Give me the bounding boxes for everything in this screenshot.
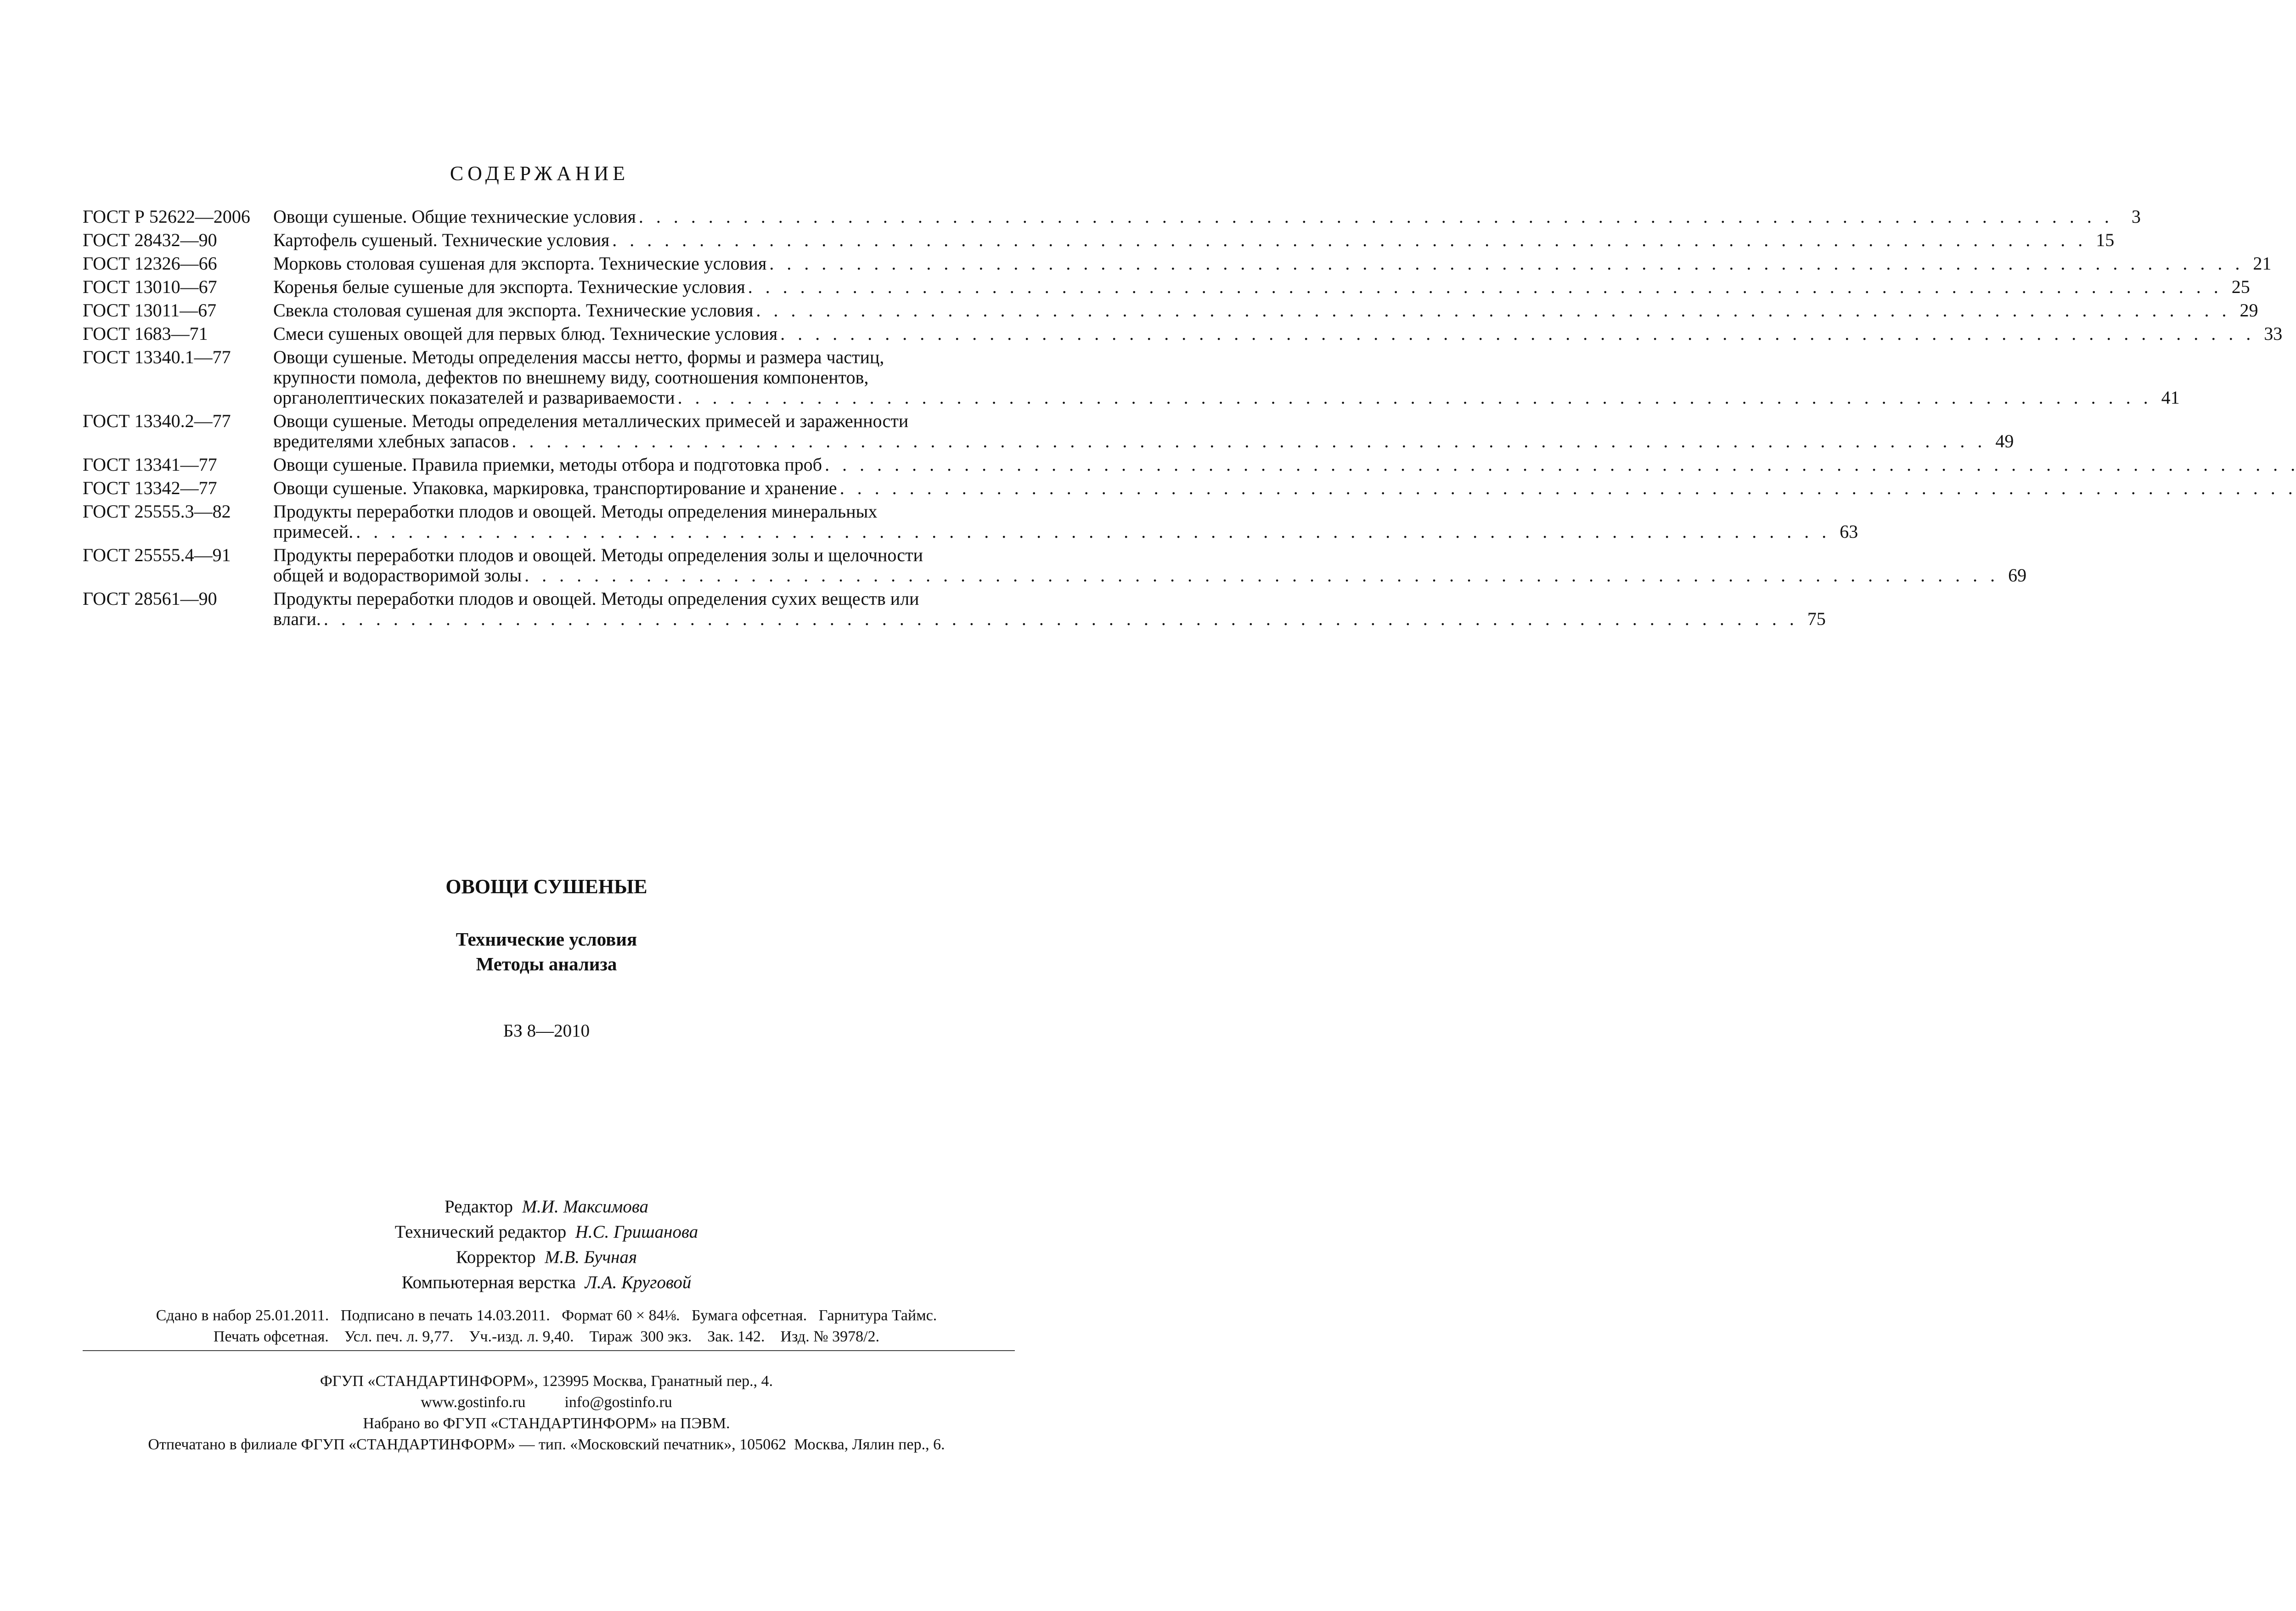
toc-page-number: 41 — [2161, 387, 2180, 408]
toc-entry-body — [273, 277, 2250, 297]
toc-title-last-line — [273, 565, 2026, 586]
email-link[interactable]: info@gostinfo.ru — [564, 1394, 672, 1411]
toc-title-line: Овощи сушеные. Упаковка, маркировка, транспортирование и хранение — [273, 478, 837, 498]
toc-title-last-line — [273, 324, 2282, 344]
toc-standard-code: ГОСТ 25555.3—82 — [83, 501, 231, 522]
toc-title-last-line — [273, 230, 2114, 250]
toc-title-line: вредителями хлебных запасов — [273, 431, 509, 451]
toc-title-last-line — [273, 207, 2141, 227]
toc-standard-code: ГОСТ 13341—77 — [83, 454, 217, 475]
toc-entry-body — [273, 347, 2180, 408]
toc-title-line: органолептических показателей и развариваемости — [273, 387, 675, 408]
toc-title-last-line — [273, 253, 2271, 274]
toc-title-line: Смеси сушеных овощей для первых блюд. Технические условия — [273, 323, 778, 344]
toc-dot-leader — [678, 388, 2152, 408]
toc-row — [83, 276, 2250, 297]
toc-row — [83, 230, 2115, 250]
toc-standard-code: ГОСТ 13342—77 — [83, 478, 217, 498]
credit-role: Технический редактор — [394, 1222, 567, 1242]
toc-page-number: 49 — [1995, 431, 2014, 451]
toc-title-last-line — [273, 388, 2180, 408]
credit-role: Корректор — [456, 1247, 536, 1267]
credit-layout — [0, 1270, 1093, 1295]
toc-title-line: Морковь столовая сушеная для экспорта. Технические условия — [273, 253, 767, 274]
toc-entry-body — [273, 230, 2114, 250]
toc-standard-code: ГОСТ 13340.1—77 — [83, 347, 231, 367]
toc-dot-leader — [840, 478, 2296, 498]
toc-title-line: крупности помола, дефектов по внешнему виду, соотношения компонентов, — [273, 367, 869, 388]
credit-person: М.И. Максимова — [522, 1197, 649, 1217]
toc-standard-code: ГОСТ 28561—90 — [83, 588, 217, 609]
credits — [0, 1194, 1093, 1295]
toc-standard-code: ГОСТ 1683—71 — [83, 323, 208, 344]
toc-standard-code: ГОСТ 13340.2—77 — [83, 411, 231, 431]
publisher-printed: Отпечатано в филиале ФГУП «СТАНДАРТИНФОРМ» — тип. «Московский печатник», 105062 Москва, Лялин пер., 6. — [148, 1436, 945, 1453]
registration-code: БЗ 8—2010 — [503, 1021, 590, 1041]
toc-row — [83, 545, 2027, 586]
toc-title-last-line — [273, 522, 1858, 542]
toc-title-line: Продукты переработки плодов и овощей. Методы определения минеральных — [273, 501, 878, 522]
toc-page-number: 33 — [2264, 323, 2283, 344]
toc-entry-body — [273, 589, 1826, 629]
toc-row — [83, 501, 1858, 542]
toc-row — [83, 411, 2014, 451]
toc-dot-leader — [825, 455, 2296, 475]
toc-dot-leader — [612, 230, 2087, 250]
toc-row — [83, 478, 1015, 498]
toc-entry-body — [273, 501, 1858, 542]
subtitle-analysis-methods: Методы анализа — [476, 953, 617, 974]
credit-corrector — [0, 1245, 1093, 1270]
toc-title-last-line — [273, 609, 1826, 629]
toc-title-line: Коренья белые сушеные для экспорта. Технические условия — [273, 276, 745, 297]
toc-title-line: примесей. — [273, 521, 354, 542]
toc-title-last-line — [273, 455, 2296, 475]
toc-row — [83, 455, 1015, 475]
toc-title-line: Овощи сушеные. Методы определения металлических примесей и зараженности — [273, 411, 909, 431]
imprint-line: Печать офсетная. Усл. печ. л. 9,77. Уч.-изд. л. 9,40. Тираж 300 экз. Зак. 142. Изд. № 3978/2. — [213, 1328, 880, 1345]
toc-title-line: Продукты переработки плодов и овощей. Методы определения сухих веществ или — [273, 588, 919, 609]
toc-title-last-line — [273, 277, 2250, 297]
publisher-info — [0, 1371, 1093, 1455]
toc-title-line: Картофель сушеный. Технические условия — [273, 230, 610, 250]
toc-dot-leader — [356, 522, 1830, 542]
toc-entry-body — [273, 253, 2271, 274]
toc-page-number: 21 — [2253, 253, 2272, 274]
toc-dot-leader — [639, 207, 2113, 227]
imprint-line: Сдано в набор 25.01.2011. Подписано в печать 14.03.2011. Формат 60 × 84⅛. Бумага офсетная. Гарнитура Таймс. — [156, 1307, 937, 1324]
toc-entry-body — [273, 478, 2296, 498]
toc-standard-code: ГОСТ 28432—90 — [83, 230, 217, 250]
toc-title-line: Продукты переработки плодов и овощей. Методы определения золы и щелочности — [273, 545, 923, 565]
toc-title-line: влаги. — [273, 608, 321, 629]
credit-editor — [0, 1194, 1093, 1219]
toc-standard-code: ГОСТ 12326—66 — [83, 253, 217, 274]
toc-row — [83, 253, 2272, 274]
main-title: ОВОЩИ СУШЕНЫЕ — [445, 875, 647, 898]
toc-row — [83, 206, 2141, 227]
toc-title-line: Свекла столовая сушеная для экспорта. Технические условия — [273, 300, 754, 321]
imprint — [0, 1305, 1093, 1347]
toc-page-number: 25 — [2231, 276, 2250, 297]
toc-dot-leader — [524, 565, 1999, 586]
toc-entry-body — [273, 207, 2141, 227]
toc-entry-body — [273, 411, 2014, 451]
publisher-contacts — [0, 1392, 1093, 1413]
toc-row — [83, 300, 2258, 321]
toc-page-number: 63 — [1840, 521, 1858, 542]
publisher-typeset: Набрано во ФГУП «СТАНДАРТИНФОРМ» на ПЭВМ. — [363, 1415, 730, 1432]
toc-standard-code: ГОСТ 25555.4—91 — [83, 545, 231, 565]
credit-person: Н.С. Гришанова — [575, 1222, 698, 1242]
subtitle-technical-conditions: Технические условия — [456, 929, 637, 950]
toc-dot-leader — [756, 300, 2230, 321]
divider — [83, 1350, 1015, 1351]
subtitle-block — [0, 927, 1093, 976]
toc-row — [83, 347, 2180, 408]
toc-dot-leader — [324, 609, 1798, 629]
toc-title-line: Овощи сушеные. Общие технические условия — [273, 206, 636, 227]
toc-page-number: 15 — [2096, 230, 2115, 250]
toc-dot-leader — [780, 324, 2255, 344]
toc-row — [83, 323, 2283, 344]
credit-person: Л.А. Круговой — [585, 1273, 692, 1292]
toc-title-line: общей и водорастворимой золы — [273, 565, 522, 586]
toc-dot-leader — [769, 253, 2244, 274]
toc-title-last-line — [273, 431, 2014, 451]
toc-entry-body — [273, 455, 2296, 475]
credit-role: Компьютерная верстка — [401, 1273, 576, 1292]
toc-title-last-line — [273, 478, 2296, 498]
toc-standard-code: ГОСТ 13011—67 — [83, 300, 217, 321]
credit-role: Редактор — [444, 1197, 513, 1217]
toc-title-line: Овощи сушеные. Правила приемки, методы отбора и подготовка проб — [273, 454, 822, 475]
toc-title-line: Овощи сушеные. Методы определения массы нетто, формы и размера частиц, — [273, 347, 884, 367]
toc-entry-body — [273, 545, 2026, 586]
credit-person: М.В. Бучная — [545, 1247, 637, 1267]
toc-entry-body — [273, 300, 2258, 321]
toc-entry-body — [273, 324, 2282, 344]
table-of-contents — [83, 206, 2283, 632]
toc-title-last-line — [273, 300, 2258, 321]
website-link[interactable]: www.gostinfo.ru — [421, 1394, 526, 1411]
contents-title: СОДЕРЖАНИЕ — [450, 162, 630, 185]
toc-row — [83, 588, 1826, 629]
toc-dot-leader — [748, 277, 2223, 297]
credit-technical-editor — [0, 1219, 1093, 1245]
toc-standard-code: ГОСТ Р 52622—2006 — [83, 206, 250, 227]
publisher-address: ФГУП «СТАНДАРТИНФОРМ», 123995 Москва, Гранатный пер., 4. — [320, 1373, 773, 1390]
toc-page-number: 3 — [2131, 206, 2141, 227]
toc-standard-code: ГОСТ 13010—67 — [83, 276, 217, 297]
toc-page-number: 69 — [2008, 565, 2027, 586]
toc-page-number: 29 — [2240, 300, 2258, 321]
toc-dot-leader — [512, 431, 1986, 451]
toc-page-number: 75 — [1807, 608, 1826, 629]
